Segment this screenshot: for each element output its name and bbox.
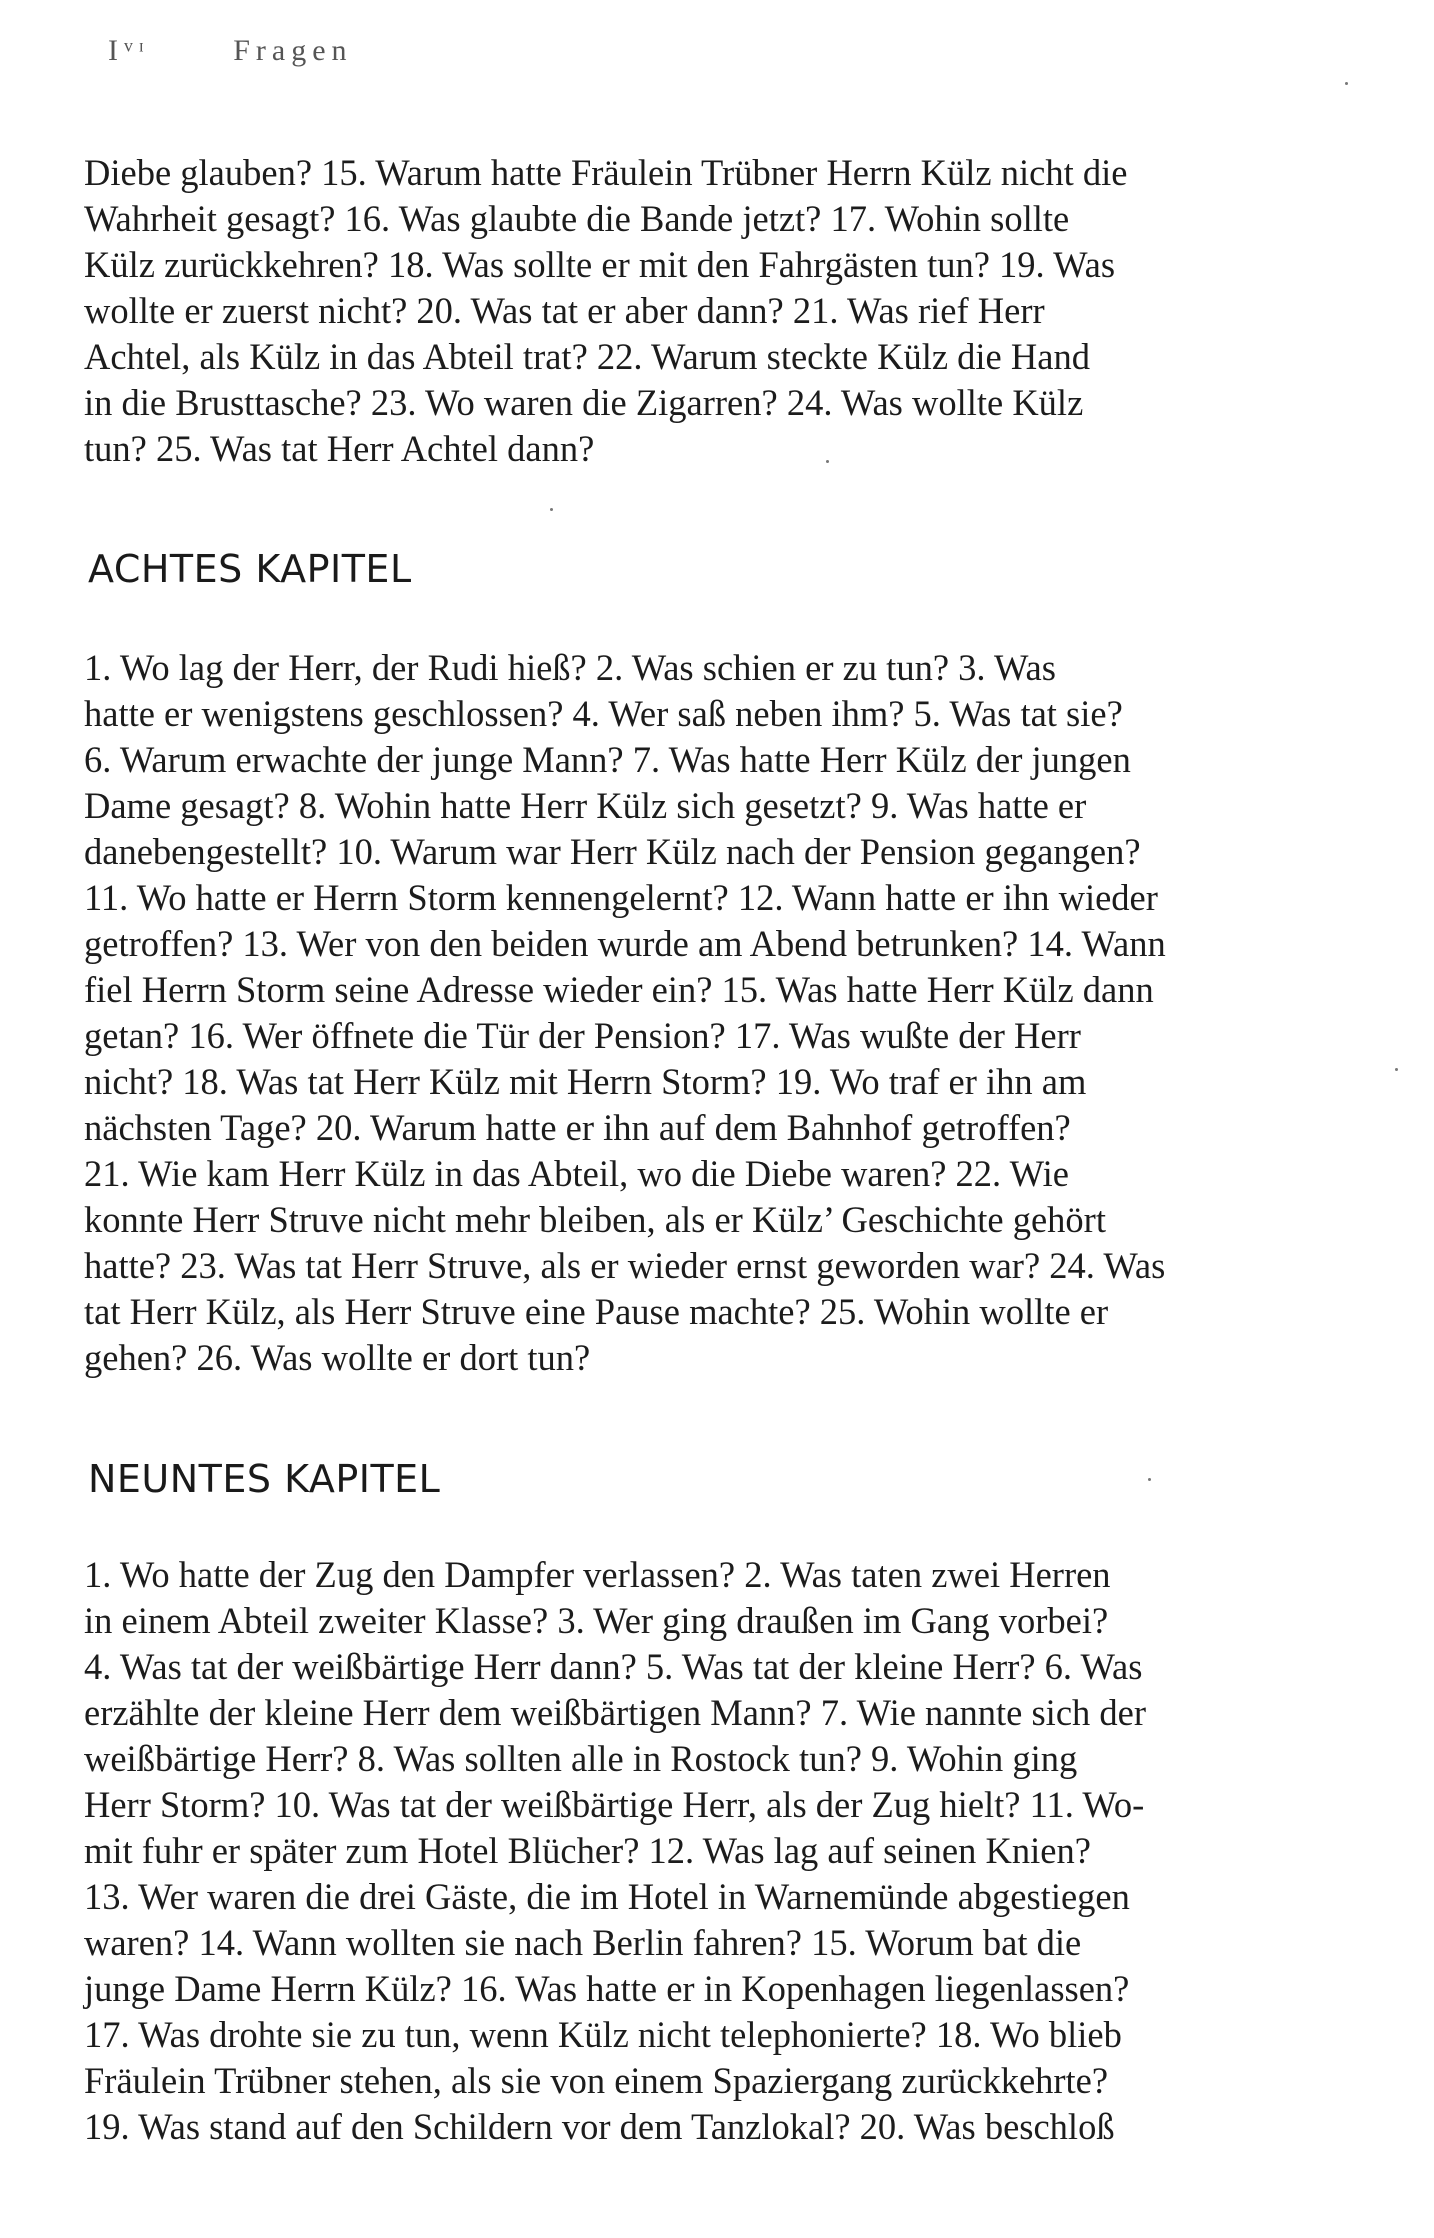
text-line: nicht? 18. Was tat Herr Külz mit Herrn Storm? 19. Wo traf er ihn am (84, 1061, 1087, 1102)
scan-speck (550, 508, 553, 511)
scan-speck (1395, 1068, 1398, 1071)
text-line: in die Brusttasche? 23. Wo waren die Zigarren? 24. Was wollte Külz (84, 382, 1084, 423)
text-line: 19. Was stand auf den Schildern vor dem Tanzlokal? 20. Was beschloß (84, 2106, 1115, 2147)
text-line: 4. Was tat der weißbärtige Herr dann? 5. Was tat der kleine Herr? 6. Was (84, 1646, 1143, 1687)
scan-speck (1345, 82, 1348, 85)
text-line: in einem Abteil zweiter Klasse? 3. Wer ging draußen im Gang vorbei? (84, 1600, 1109, 1641)
text-line: tun? 25. Was tat Herr Achtel dann? (84, 428, 595, 469)
text-line: 21. Wie kam Herr Külz in das Abteil, wo die Diebe waren? 22. Wie (84, 1153, 1069, 1194)
text-line: getan? 16. Wer öffnete die Tür der Pension? 17. Was wußte der Herr (84, 1015, 1081, 1056)
text-line: Herr Storm? 10. Was tat der weißbärtige Herr, als der Zug hielt? 11. Wo- (84, 1784, 1145, 1825)
text-line: konnte Herr Struve nicht mehr bleiben, als er Külz’ Geschichte gehört (84, 1199, 1106, 1240)
questions-chapter-seven-end (84, 150, 1366, 472)
text-line: 1. Wo lag der Herr, der Rudi hieß? 2. Was schien er zu tun? 3. Was (84, 647, 1056, 688)
scan-speck (1148, 1478, 1151, 1481)
scan-speck (826, 460, 829, 463)
text-line: mit fuhr er später zum Hotel Blücher? 12. Was lag auf seinen Knien? (84, 1830, 1091, 1871)
text-line: hatte er wenigstens geschlossen? 4. Wer saß neben ihm? 5. Was tat sie? (84, 693, 1123, 734)
text-line: wollte er zuerst nicht? 20. Was tat er aber dann? 21. Was rief Herr (84, 290, 1045, 331)
text-line: hatte? 23. Was tat Herr Struve, als er wieder ernst geworden war? 24. Was (84, 1245, 1166, 1286)
text-line: 17. Was drohte sie zu tun, wenn Külz nicht telephonierte? 18. Wo blieb (84, 2014, 1122, 2055)
text-line: Fräulein Trübner stehen, als sie von einem Spaziergang zurückkehrte? (84, 2060, 1109, 2101)
page-number: Iᵛᶦ (108, 34, 150, 67)
text-line: junge Dame Herrn Külz? 16. Was hatte er in Kopenhagen liegenlassen? (84, 1968, 1130, 2009)
running-header (108, 34, 353, 68)
text-line: 1. Wo hatte der Zug den Dampfer verlassen? 2. Was taten zwei Herren (84, 1554, 1111, 1595)
text-line: Dame gesagt? 8. Wohin hatte Herr Külz sich gesetzt? 9. Was hatte er (84, 785, 1087, 826)
text-line: getroffen? 13. Wer von den beiden wurde am Abend betrunken? 14. Wann (84, 923, 1166, 964)
text-line: 6. Warum erwachte der junge Mann? 7. Was hatte Herr Külz der jungen (84, 739, 1131, 780)
text-line: tat Herr Külz, als Herr Struve eine Pause machte? 25. Wohin wollte er (84, 1291, 1109, 1332)
text-line: 11. Wo hatte er Herrn Storm kennengelernt? 12. Wann hatte er ihn wieder (84, 877, 1158, 918)
text-line: waren? 14. Wann wollten sie nach Berlin fahren? 15. Worum bat die (84, 1922, 1082, 1963)
text-line: gehen? 26. Was wollte er dort tun? (84, 1337, 591, 1378)
questions-chapter-nine (84, 1552, 1366, 2150)
chapter-heading-achtes: ACHTES KAPITEL (88, 547, 412, 591)
running-title: Fragen (233, 34, 353, 67)
text-line: weißbärtige Herr? 8. Was sollten alle in Rostock tun? 9. Wohin ging (84, 1738, 1078, 1779)
text-line: Achtel, als Külz in das Abteil trat? 22. Warum steckte Külz die Hand (84, 336, 1090, 377)
text-line: danebengestellt? 10. Warum war Herr Külz nach der Pension gegangen? (84, 831, 1141, 872)
text-line: Diebe glauben? 15. Warum hatte Fräulein Trübner Herrn Külz nicht die (84, 152, 1128, 193)
text-line: Wahrheit gesagt? 16. Was glaubte die Bande jetzt? 17. Wohin sollte (84, 198, 1070, 239)
chapter-heading-neuntes: NEUNTES KAPITEL (88, 1457, 441, 1501)
text-line: fiel Herrn Storm seine Adresse wieder ein? 15. Was hatte Herr Külz dann (84, 969, 1154, 1010)
questions-chapter-eight (84, 645, 1366, 1381)
text-line: Külz zurückkehren? 18. Was sollte er mit den Fahrgästen tun? 19. Was (84, 244, 1116, 285)
text-line: 13. Wer waren die drei Gäste, die im Hotel in Warnemünde abgestiegen (84, 1876, 1130, 1917)
text-line: erzählte der kleine Herr dem weißbärtigen Mann? 7. Wie nannte sich der (84, 1692, 1146, 1733)
text-line: nächsten Tage? 20. Warum hatte er ihn auf dem Bahnhof getroffen? (84, 1107, 1071, 1148)
